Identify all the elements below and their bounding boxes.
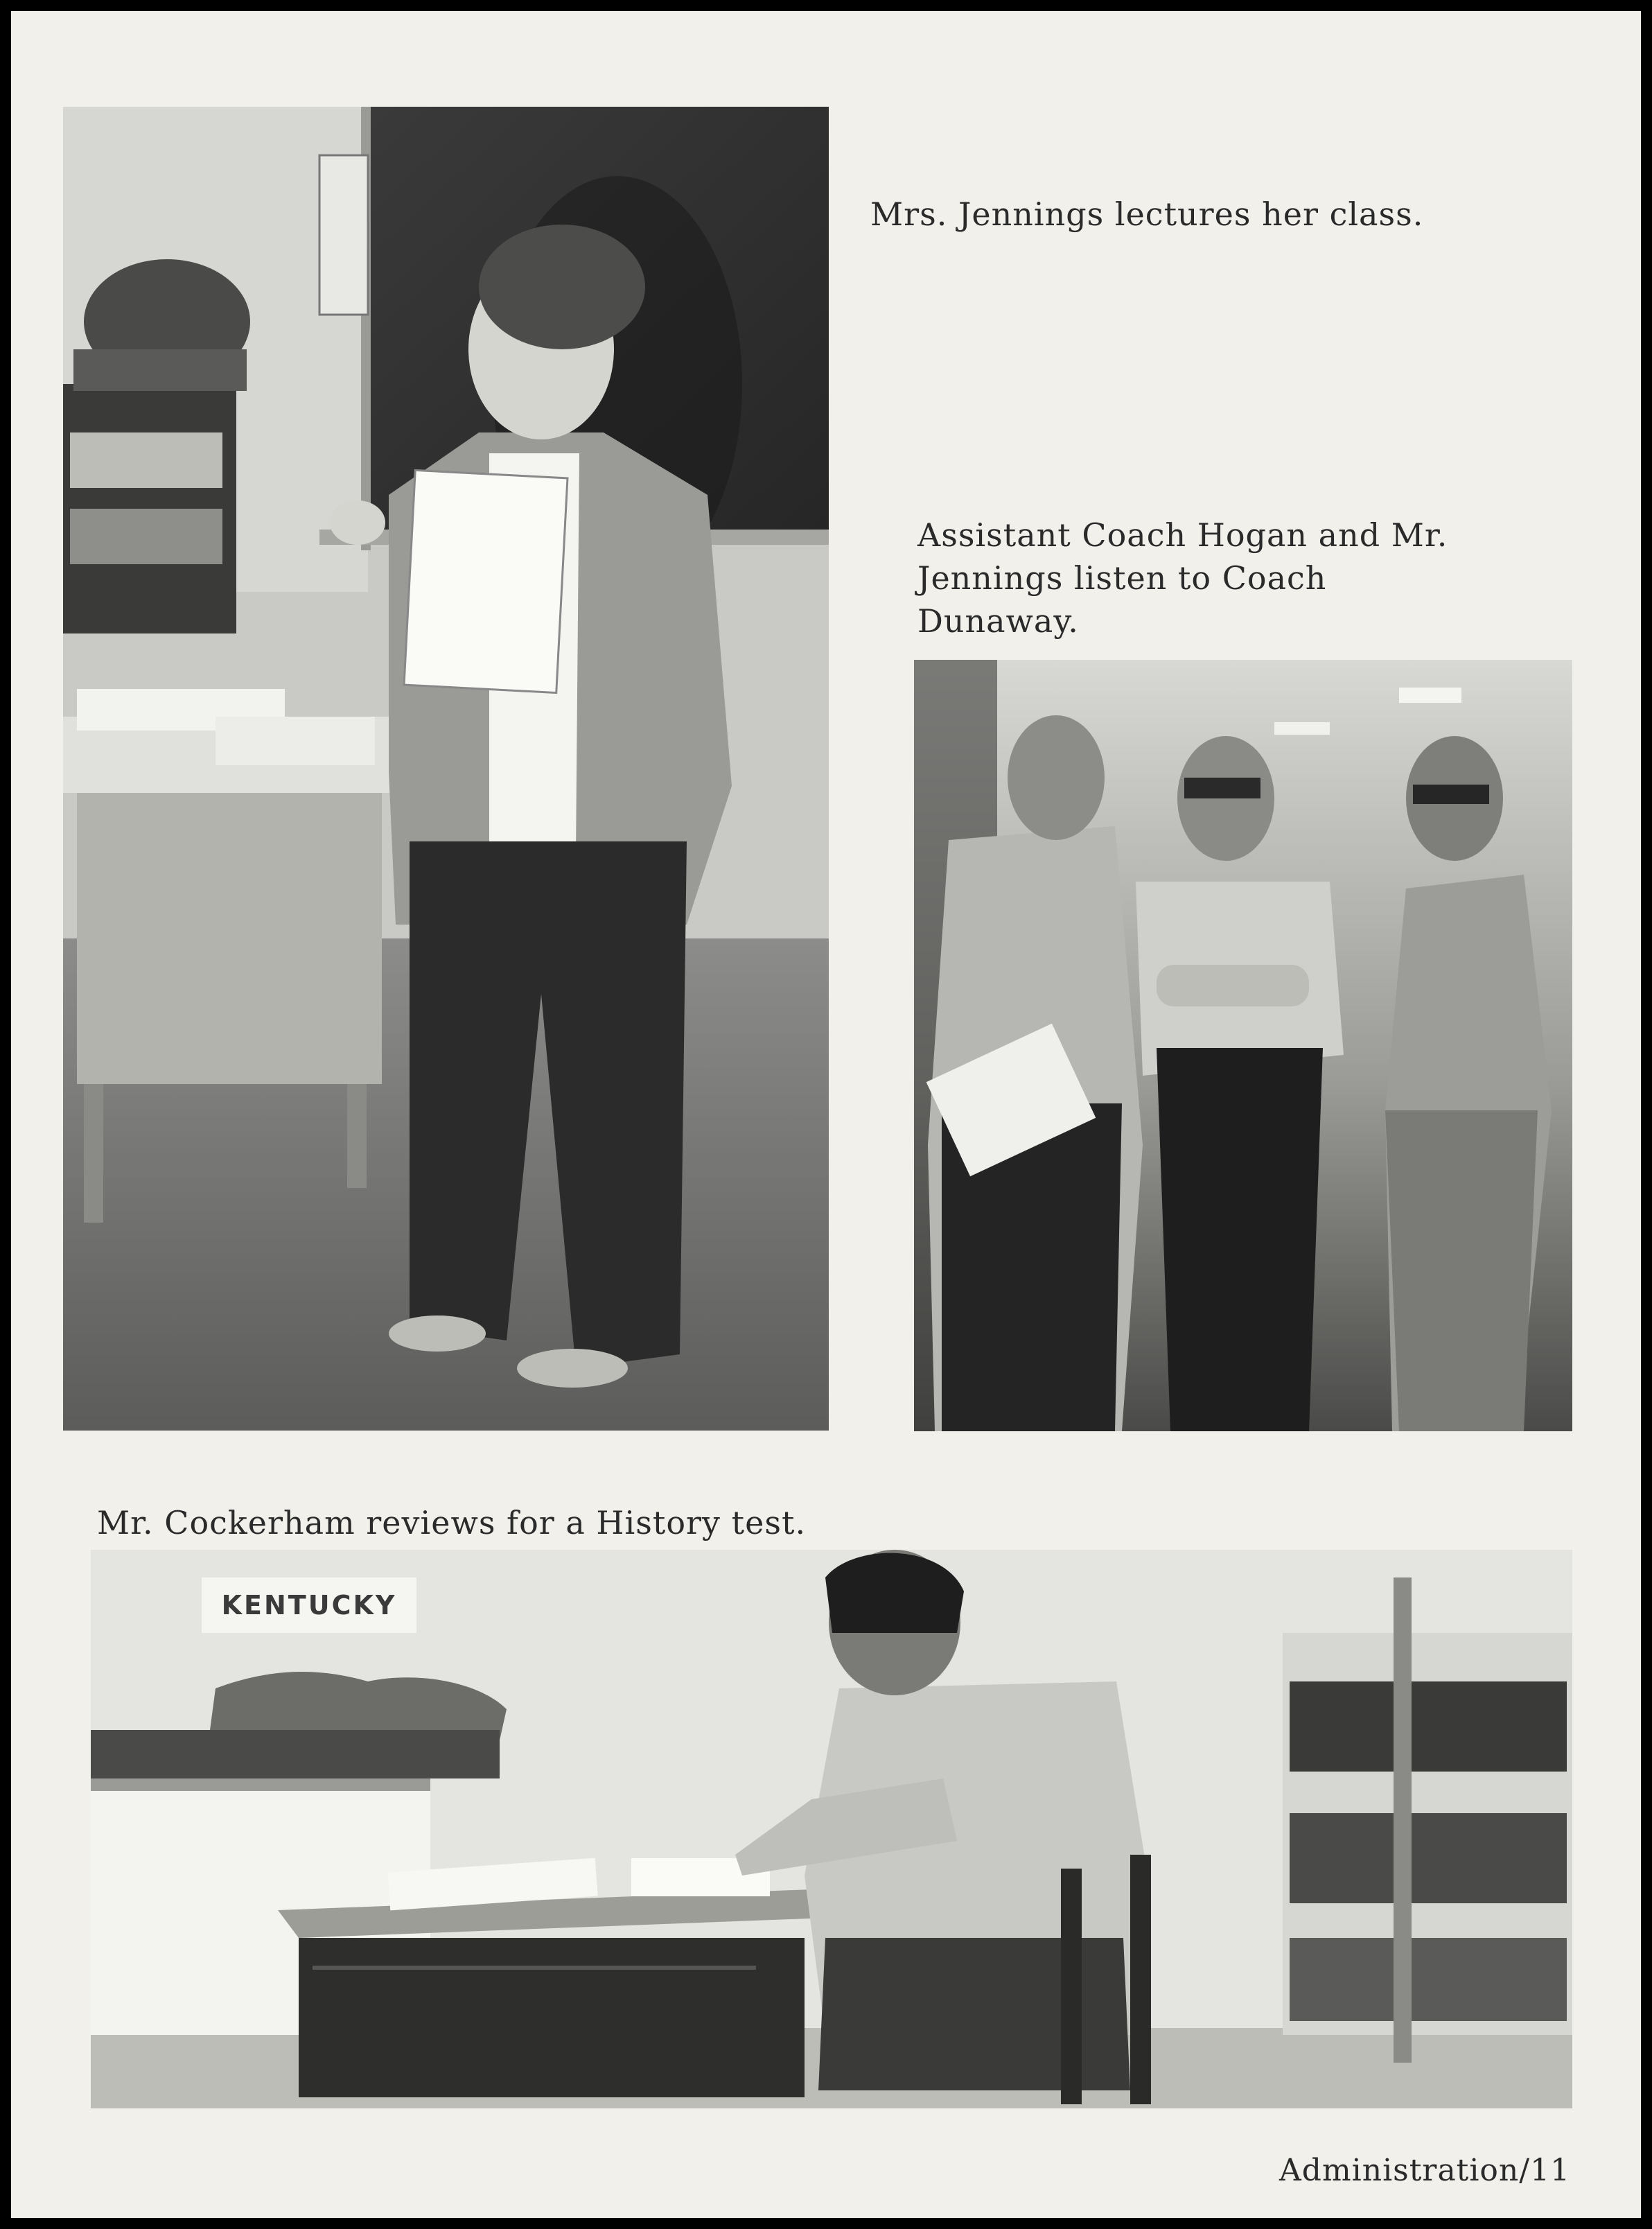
- photo-mr-cockerham-illustration: [91, 1550, 1572, 2108]
- caption-coaches-line-1: Assistant Coach Hogan and Mr.: [917, 516, 1448, 554]
- photo-coaches-hallway: [914, 660, 1572, 1431]
- kentucky-sign: [202, 1577, 416, 1633]
- photo-coaches-hallway-illustration: [914, 660, 1572, 1431]
- yearbook-page: [11, 11, 1641, 2218]
- photo-mrs-jennings-illustration: [63, 107, 829, 1431]
- photo-mrs-jennings: [63, 107, 829, 1431]
- caption-coaches-line-2: Jennings listen to Coach: [917, 559, 1327, 597]
- caption-mr-cockerham: Mr. Cockerham reviews for a History test.: [97, 1504, 807, 1541]
- caption-mrs-jennings: Mrs. Jennings lectures her class.: [870, 195, 1424, 233]
- kentucky-sign-text: KENTUCKY: [221, 1590, 397, 1620]
- page-folio: Administration/11: [1279, 2153, 1571, 2188]
- photo-mr-cockerham: [91, 1550, 1572, 2108]
- caption-coaches-line-3: Dunaway.: [917, 602, 1079, 640]
- caption-coaches: [917, 514, 1638, 643]
